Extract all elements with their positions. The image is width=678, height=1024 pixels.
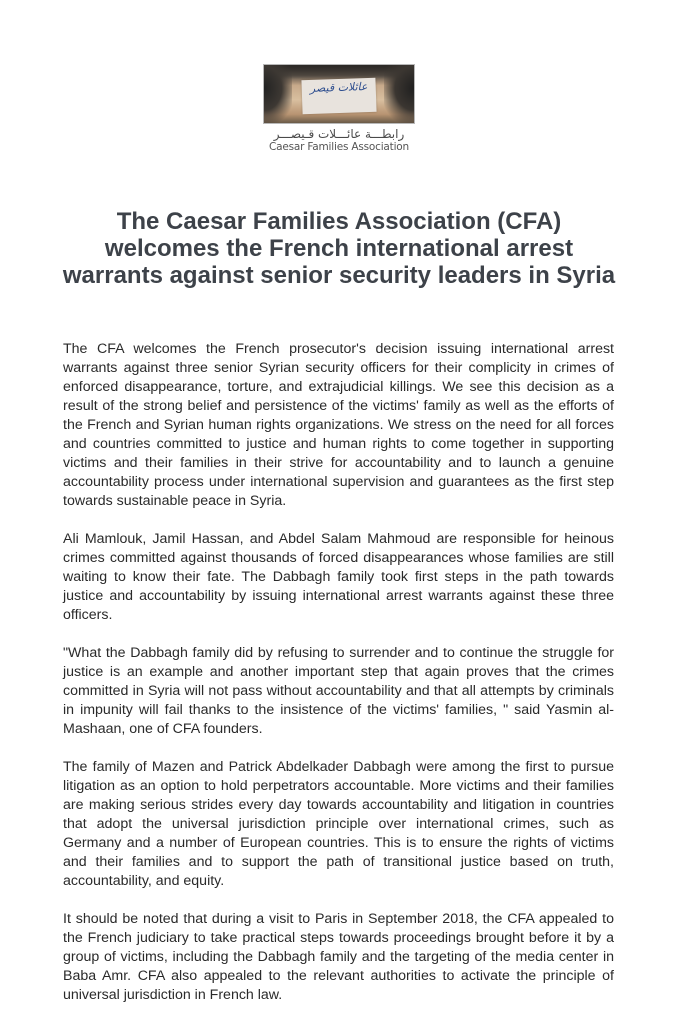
logo-handwritten-text: عائلات قيصر <box>309 80 368 96</box>
organization-logo <box>263 64 415 154</box>
paragraph-intro: The CFA welcomes the French prosecutor's decision issuing international arrest warrants against three senior Syrian security officers for their complicity in crimes of enforced disappearance, torture, and extrajudicial killings. We see this decision as a result of the strong belief and persistence of the victims' family as well as the efforts of the French and Syrian human rights organizations. We stress on the need for all forces and countries committed to justice and human rights to come together in supporting victims and their families in their strive for accountability and to launch a genuine accountability process under international supervision and guarantees as the first step towards sustainable peace in Syria. <box>63 341 614 509</box>
logo-photo <box>263 64 415 124</box>
paragraph-officers: Ali Mamlouk, Jamil Hassan, and Abdel Salam Mahmoud are responsible for heinous crimes committed against thousands of forced disappearances whose families are still waiting to know their fate. The Dabbagh family took first steps in the path towards justice and accountability by issuing international arrest warrants against these three officers. <box>63 531 614 623</box>
logo-arabic-name: رابطـــة عائـــلات قـيصـــر <box>273 127 405 141</box>
logo-hair-left-decoration <box>264 65 292 123</box>
document-body <box>63 340 614 1024</box>
logo-english-name: Caesar Families Association <box>269 141 409 153</box>
paragraph-quote: "What the Dabbagh family did by refusing to surrender and to continue the struggle for justice is an example and another important step that again proves that the crimes committed in Syria will not pass without accountability and that all attempts by criminals in impunity will fail thanks to the insistence of the victims' families, " said Yasmin al-Mashaan, one of CFA founders. <box>63 645 614 737</box>
paragraph-litigation: The family of Mazen and Patrick Abdelkader Dabbagh were among the first to pursue litigation as an option to hold perpetrators accountable. More victims and their families are making serious strides every day towards accountability and litigation in countries that adopt the universal jurisdiction principle over international crimes, such as Germany and a number of European countries. This is to ensure the rights of victims and their families and to support the path of transitional justice based on truth, accountability, and equity. <box>63 759 614 889</box>
logo-paper-note <box>301 78 376 115</box>
logo-hair-right-decoration <box>384 65 414 123</box>
document-title: The Caesar Families Association (CFA) welcomes the French international arrest warrants against senior security leaders in Syria <box>62 208 616 289</box>
paragraph-paris-visit: It should be noted that during a visit to Paris in September 2018, the CFA appealed to the French judiciary to take practical steps towards proceedings brought before it by a group of victims, including the Dabbagh family and the targeting of the media center in Baba Amr. CFA also appealed to the relevant authorities to activate the principle of universal jurisdiction in French law. <box>63 911 614 1003</box>
